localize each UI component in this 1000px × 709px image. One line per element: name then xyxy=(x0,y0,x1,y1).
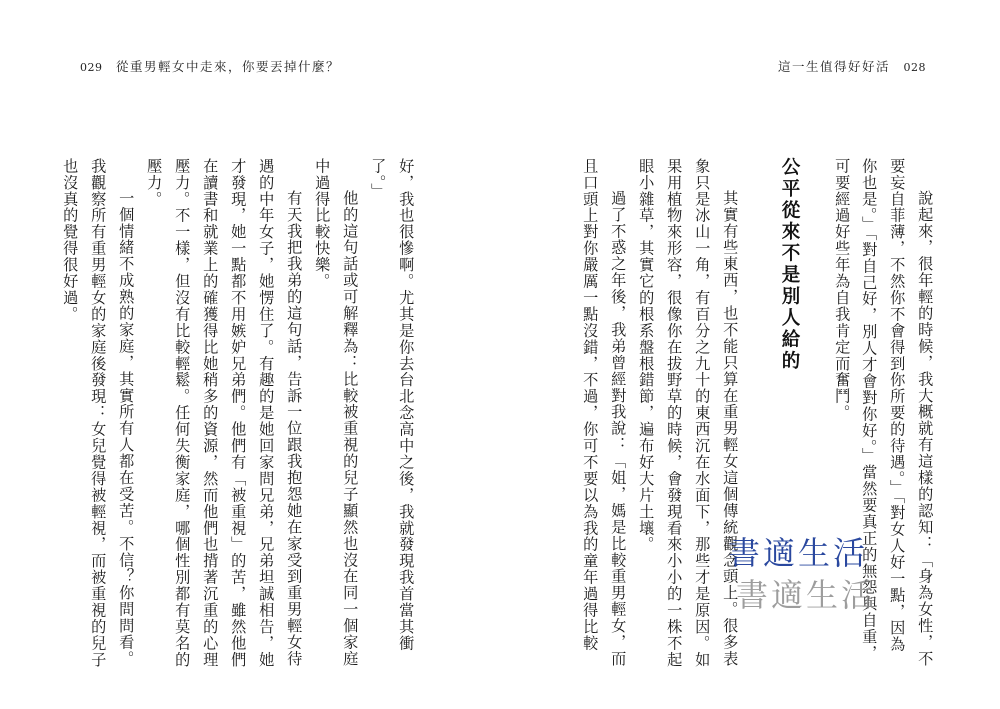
left-running-title: 從重男輕女中走來，你要丟掉什麼？ xyxy=(115,59,340,74)
left-paragraph-line: 了。」 xyxy=(369,158,388,200)
left-paragraph-line: 遇的中年女子，她愣住了。有趣的是她回家問兄弟，兄弟坦誠相告，她 xyxy=(257,158,276,668)
left-paragraph-line: 也沒真的覺得很好過。 xyxy=(61,158,80,323)
left-page-number: 029 xyxy=(80,61,103,74)
left-paragraph-line: 才發現，她一點都不用嫉妒兄弟們。他們有「被重視」的苦，雖然他們 xyxy=(229,158,248,668)
watermark-text-blue: 書適生活 xyxy=(728,534,869,572)
right-paragraph-line: 可要經過好些年為自我肯定而奮鬥。 xyxy=(833,158,852,422)
right-paragraph-line: 眼小雜草，其實它的根系盤根錯節，遍布好大片土壤。 xyxy=(637,158,656,553)
left-page-header xyxy=(72,57,340,75)
right-paragraph-line: 果用植物來形容，很像你在拔野草的時候，會發現看來小小的一株不起 xyxy=(665,158,684,668)
left-paragraph-line: 壓力。 xyxy=(145,158,164,208)
right-paragraph-line: 過了不惑之年後，我弟曾經對我說：「姐，媽是比較重男輕女，而 xyxy=(609,189,628,667)
left-paragraph-line: 我觀察所有重男輕女的家庭後發現：女兒覺得被輕視，而被重視的兒子 xyxy=(89,158,108,668)
left-paragraph-line: 一個情緒不成熟的家庭，其實所有人都在受苦。不信？你問問看。 xyxy=(117,189,136,667)
section-heading: 公平從來不是別人給的 xyxy=(779,157,800,372)
left-paragraph-line: 在讀書和就業上的確獲得比她稍多的資源，然而他們也揹著沉重的心理 xyxy=(201,158,220,668)
right-page-header xyxy=(778,57,934,75)
right-running-title: 這一生值得好好活 xyxy=(778,59,891,74)
right-paragraph-line: 要妄自菲薄，不然你不會得到你所要的待遇。」「對女人好一點，因為 xyxy=(888,158,907,653)
right-page-number: 028 xyxy=(903,61,926,74)
left-paragraph-line: 中過得比較快樂。 xyxy=(313,158,332,290)
right-paragraph-line: 且口頭上對你嚴厲一點沒錯，不過，你可不要以為我的童年過得比較 xyxy=(581,158,600,652)
right-paragraph-line: 你也是。」「對自己好，別人才會對你好。」當然要真正的無怨與自重， xyxy=(860,158,879,662)
right-paragraph-line: 其實有些東西，也不能只算在重男輕女這個傳統觀念頭上。很多表 xyxy=(721,189,740,667)
watermark-text-gray: 書適生活 xyxy=(736,576,877,614)
left-paragraph-line: 有天我把我弟的這句話，告訴一位跟我抱怨她在家受到重男輕女待 xyxy=(285,189,304,667)
left-paragraph-line: 壓力。不一樣，但沒有比較輕鬆。任何失衡家庭，哪個性別都有莫名的 xyxy=(173,158,192,668)
right-paragraph-line: 說起來，很年輕的時候，我大概就有這樣的認知：「身為女性，不 xyxy=(916,189,935,667)
left-paragraph-line: 好，我也很慘啊。尤其是你去台北念高中之後，我就發現我首當其衝 xyxy=(397,158,416,652)
left-paragraph-line: 他的這句話或可解釋為：比較被重視的兒子顯然也沒在同一個家庭 xyxy=(341,189,360,667)
right-paragraph-line: 象只是冰山一角，有百分之九十的東西沉在水面下，那些才是原因。如 xyxy=(693,158,712,668)
